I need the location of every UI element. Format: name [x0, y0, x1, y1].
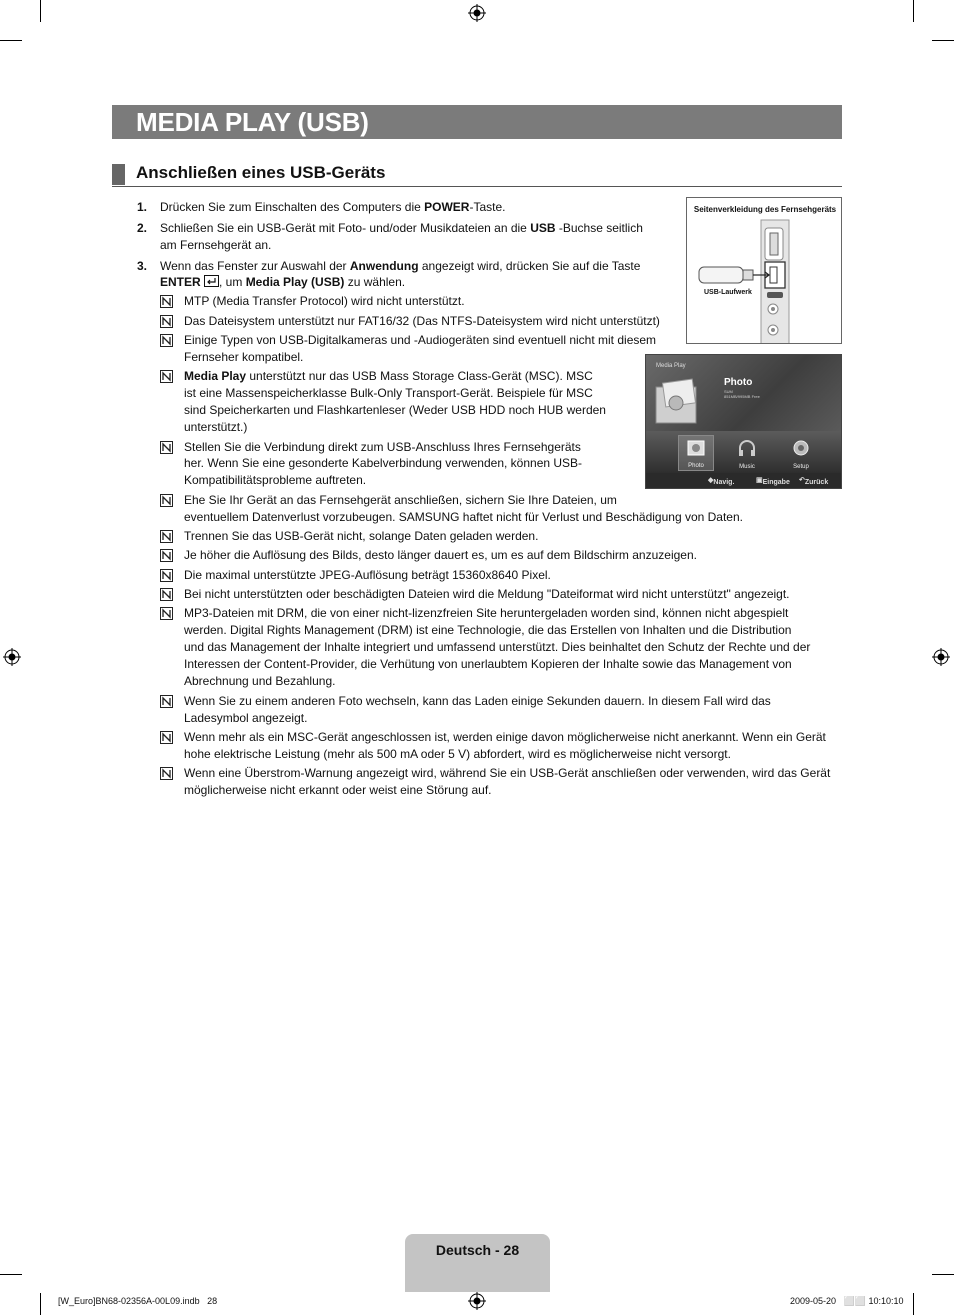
step-number: 1. [137, 200, 148, 214]
note-text: her. Wenn Sie eine gesonderte Kabelverbindung verwenden, können USB- [184, 456, 583, 470]
note-icon [160, 441, 173, 454]
note-icon [160, 767, 173, 780]
crop-mark [913, 1293, 914, 1315]
media-item-photo[interactable] [678, 435, 714, 471]
note-icon [160, 588, 173, 601]
media-play-header [646, 355, 841, 431]
enter-hint: ▣ Eingabe [756, 477, 790, 486]
note-text: Das Dateisystem unterstützt nur FAT16/32 (Das NTFS-Dateisystem wird nicht unterstützt) [184, 314, 660, 328]
note-text: Interessen der Content-Provider, die Verhütung von unerlaubtem Kopieren der Inhalte sowie das Management von [184, 657, 792, 671]
step-text-part: angezeigt wird, drücken Sie auf die Taste [418, 259, 641, 273]
tv-side-panel-figure [686, 197, 842, 344]
figure-caption: Seitenverkleidung des Fernsehgeräts [693, 205, 837, 214]
photo-folder-icon [652, 377, 712, 427]
note-text: Einige Typen von USB-Digitalkameras und -Audiogeräten sind eventuell nicht mit diesem [184, 333, 657, 347]
note-text: Trennen Sie das USB-Gerät nicht, solange Daten geladen werden. [184, 529, 539, 543]
note-text: Ladesymbol angezeigt. [184, 711, 308, 725]
enter-key-icon [204, 275, 219, 287]
page-number-tab [405, 1234, 550, 1292]
step-keyword: Media Play (USB) [245, 275, 345, 289]
crop-mark [40, 0, 41, 22]
note-icon [160, 607, 173, 620]
note-text [184, 368, 593, 385]
step-number: 3. [137, 259, 148, 273]
media-play-logo: Media Play [656, 363, 686, 369]
note-text: MP3-Dateien mit DRM, die von einer nicht-lizenzfreien Site heruntergeladen worden sind, können nicht abgespielt [184, 606, 789, 620]
step-keyword: POWER [424, 200, 470, 214]
note-text: Wenn Sie zu einem anderen Foto wechseln, kann das Laden einige Sekunden dauern. In diesem Fall wird das [184, 694, 771, 708]
note-icon [160, 295, 173, 308]
step-text [160, 258, 640, 275]
registration-mark-icon [3, 648, 21, 666]
note-text: Stellen Sie die Verbindung direkt zum USB-Anschluss Ihres Fernsehgeräts [184, 440, 581, 454]
return-hint: ↶ Zurück [799, 477, 829, 486]
note-icon [160, 494, 173, 507]
note-text: Abrechnung und Bezahlung. [184, 674, 336, 688]
note-icon [160, 731, 173, 744]
return-label: Zurück [804, 479, 829, 486]
headphones-icon [736, 438, 758, 458]
note-icon [160, 530, 173, 543]
crop-mark [932, 1274, 954, 1275]
note-text: ist eine Massenspeicherklasse Bulk-Only Transport-Gerät. Beispiele für MSC [184, 386, 593, 400]
step-keyword: Anwendung [349, 259, 419, 273]
crop-mark [932, 40, 954, 41]
page-number: Deutsch - 28 [435, 1242, 520, 1258]
step-text-part: zu wählen. [344, 275, 406, 289]
section-title: Anschließen eines USB-Geräts [136, 163, 386, 182]
crop-mark [0, 40, 22, 41]
note-text: Je höher die Auflösung des Bilds, desto länger dauert es, um es auf dem Bildschirm anzuzeigen. [184, 548, 697, 562]
navigate-hint: ◆ Navig. [708, 477, 735, 486]
step-text-part: Wenn das Fenster zur Auswahl der [160, 259, 350, 273]
title-bar [112, 105, 842, 139]
note-text: Wenn eine Überstrom-Warnung angezeigt wird, während Sie ein USB-Gerät anschließen oder verwenden, wird das Gerät [184, 766, 831, 780]
note-icon [160, 695, 173, 708]
navigate-label: Navig. [713, 479, 735, 486]
note-text: Wenn mehr als ein MSC-Gerät angeschlossen ist, werden einige davon möglicherweise nicht anerkannt. Wenn ein Gerät [184, 730, 826, 744]
note-text: Ehe Sie Ihr Gerät an das Fernsehgerät anschließen, sichern Sie Ihre Dateien, um [184, 493, 617, 507]
media-play-free-space: 851MB/995MB Free [724, 394, 760, 399]
note-keyword: Media Play [184, 369, 247, 383]
photo-icon [685, 439, 707, 459]
media-item-label: Setup [793, 464, 809, 470]
note-text: Kompatibilitätsprobleme auftreten. [184, 473, 367, 487]
step-number: 2. [137, 221, 148, 235]
step-keyword: USB [530, 221, 556, 235]
step-text [160, 220, 643, 237]
step-keyword: ENTER [160, 275, 201, 289]
note-text: Fernseher kompatibel. [184, 350, 304, 364]
media-play-footer [646, 473, 841, 488]
media-play-heading: Photo [724, 377, 753, 388]
section-marker [112, 164, 125, 185]
registration-mark-icon [932, 648, 950, 666]
note-text: hohe elektrische Leistung (mehr als 500 mA oder 5 V) abfordert, wird es möglicherweise nicht versorgt. [184, 747, 731, 761]
registration-mark-icon [468, 1292, 486, 1310]
enter-label: Eingabe [762, 479, 790, 486]
media-item-setup[interactable] [783, 435, 819, 471]
crop-mark [40, 1293, 41, 1315]
note-text: und das Management der Inhalte integriert und umfassend unterstützt. Dies beinhaltet den Schutz der Rechte und der [184, 640, 811, 654]
footer-file-info: [W_Euro]BN68-02356A-00L09.indb 28 [58, 1296, 218, 1306]
media-play-screen [645, 354, 842, 489]
step-text [160, 199, 505, 216]
note-text: MTP (Media Transfer Protocol) wird nicht unterstützt. [184, 294, 465, 308]
note-text: sind Speicherkarten und Flashkartenleser (Weder USB HDD noch HUB werden [184, 403, 606, 417]
step-text: am Fernsehgerät an. [160, 238, 272, 252]
note-text: werden. Digital Rights Management (DRM) ist eine Technologie, die das Erstellen von Inhalten und die Distribution [184, 623, 792, 637]
note-text-part: unterstützt nur das USB Mass Storage Class-Gerät (MSC). MSC [246, 369, 593, 383]
crop-mark [0, 1274, 22, 1275]
note-icon [160, 334, 173, 347]
registration-mark-icon [468, 4, 486, 22]
media-play-dock [646, 431, 841, 473]
gear-icon [790, 438, 812, 458]
media-play-subtext [724, 389, 760, 399]
step-text [160, 274, 405, 291]
step-text-part: -Taste. [469, 200, 506, 214]
note-text: unterstützt.) [184, 420, 248, 434]
note-text: Bei nicht unterstützten oder beschädigten Dateien wird die Meldung "Dateiformat wird nicht unterstützt" angezeigt. [184, 587, 790, 601]
note-text: eventuellem Datenverlust vorzubeugen. SAMSUNG haftet nicht für Verlust und Beschädigung von Daten. [184, 510, 743, 524]
footer-timestamp: 2009-05-20 ⬜⬜ 10:10:10 [790, 1296, 904, 1306]
note-icon [160, 370, 173, 383]
tv-side-panel-illustration [687, 198, 842, 344]
step-text-part: , um [219, 275, 246, 289]
note-text: Die maximal unterstützte JPEG-Auflösung beträgt 15360x8640 Pixel. [184, 568, 551, 582]
section-heading [112, 162, 842, 187]
media-play-device: SUM [724, 389, 733, 394]
usb-drive-label: USB-Laufwerk [704, 289, 752, 296]
step-text-part: -Buchse seitlich [555, 221, 643, 235]
page-title: MEDIA PLAY (USB) [136, 107, 369, 137]
media-item-label: Photo [688, 463, 704, 469]
note-icon [160, 315, 173, 328]
media-item-label: Music [739, 464, 755, 470]
note-icon [160, 569, 173, 582]
media-item-music[interactable] [729, 435, 765, 471]
step-text-part: Drücken Sie zum Einschalten des Computers die [160, 200, 425, 214]
step-text-part: Schließen Sie ein USB-Gerät mit Foto- und/oder Musikdateien an die [160, 221, 531, 235]
note-text: möglicherweise nicht erkannt oder weist eine Störung auf. [184, 783, 492, 797]
crop-mark [913, 0, 914, 22]
note-icon [160, 549, 173, 562]
